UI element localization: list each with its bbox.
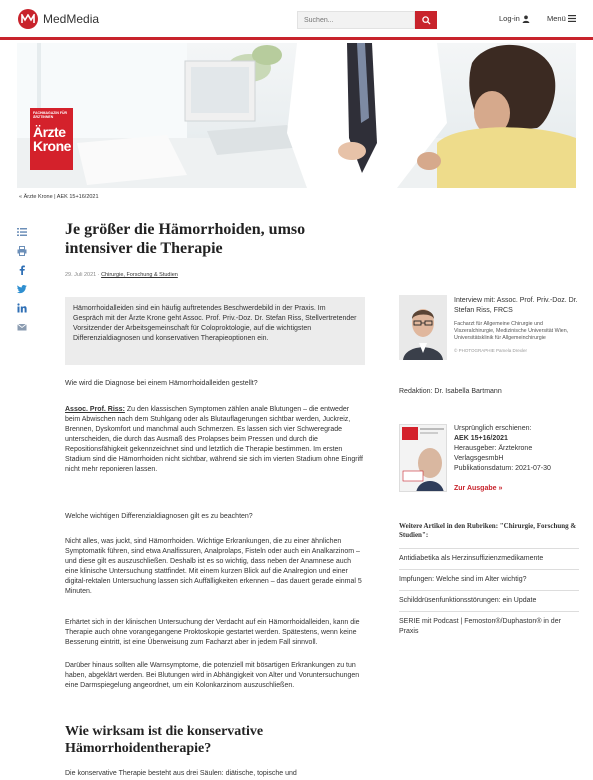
article-lead: Hämorrhoidalleiden sind ein häufig auftretendes Beschwerdebild in der Praxis. Im Gespräch mit der Ärzte Krone geht Assoc. Prof. Priv.-Doz. Dr. Stefan Riss, Stellvertretender Vorsitzender der Arbeitsgemeinschaft für Coloproktologie, auf die wichtigsten Differenzialdiagnosen und konservativen Therapieoptionen ein. bbox=[65, 297, 365, 365]
section-heading: Wie wirksam ist die konservative Hämorrhoidentherapie? bbox=[65, 724, 264, 756]
aerzte-krone-logo bbox=[30, 108, 73, 170]
answer-4: Darüber hinaus sollten alle Warnsymptome, die potenziell mit bösartigen Erkrankungen zu tun haben, abgeklärt werden. Bei Blutungen wird in Abhängigkeit von Alter und Voruntersuchungen eine Darmspiegelung angeordnet, um ein Kolonkarzinom auszuschließen. bbox=[65, 662, 360, 689]
answer-1 bbox=[65, 405, 365, 475]
publisher: Herausgeber: Ärztekrone VerlagsgesmbH bbox=[454, 445, 533, 462]
photo-copyright: © PHOTOGRAPHIE Pamela Drexler bbox=[454, 348, 527, 353]
author-credentials: Facharzt für Allgemeine Chirurgie und Viszeralchirurgie, Medizinische Universität Wien, Universitätsklinik für Allgemeinchirurgie bbox=[454, 321, 569, 341]
interviewee-label: Assoc. Prof. Riss: bbox=[65, 406, 125, 413]
badge-line-1: Ärzte bbox=[33, 124, 66, 140]
more-articles-list bbox=[399, 548, 579, 642]
origin-label: Ursprünglich erschienen: bbox=[454, 425, 532, 432]
site-logo[interactable] bbox=[18, 9, 99, 29]
badge-tagline: FACHMAGAZIN FÜR ÄRZTINNEN bbox=[33, 111, 68, 119]
search-button[interactable] bbox=[415, 11, 437, 29]
article-title: Je größer die Hämorrhoiden, umso intensiver die Therapie bbox=[65, 221, 306, 257]
share-bar bbox=[17, 227, 27, 341]
origin-issue: AEK 15+16/2021 bbox=[454, 435, 508, 442]
hero-image bbox=[17, 43, 576, 188]
interview-with: Interview mit: Assoc. Prof. Priv.-Doz. Dr. Stefan Riss, FRCS bbox=[454, 297, 578, 314]
issue-cover[interactable] bbox=[399, 424, 447, 492]
site-header bbox=[0, 0, 593, 40]
login-label: Log-in bbox=[499, 14, 520, 23]
article-meta bbox=[65, 272, 178, 278]
list-item[interactable]: Antidiabetika als Herzinsuffizienzmedikamente bbox=[399, 548, 579, 569]
mail-icon[interactable] bbox=[17, 322, 27, 332]
more-articles-heading: Weitere Artikel in den Rubriken: "Chirurgie, Forschung & Studien": bbox=[399, 522, 577, 539]
menu-label: Menü bbox=[547, 14, 566, 23]
logo-text: MedMedia bbox=[43, 12, 100, 26]
to-issue-link[interactable]: Zur Ausgabe » bbox=[454, 485, 503, 492]
publication-date: Publikationsdatum: 2021-07-30 bbox=[454, 465, 551, 472]
search-input[interactable] bbox=[297, 11, 415, 29]
answer-3: Erhärtet sich in der klinischen Untersuchung der Verdacht auf ein Hämorrhoidalleiden, kann die Therapie auch ohne vorangegangene Proktoskopie gestartet werden. Spätestens, wenn keine Besserung eintritt, ist eine Überweisung zum Facharzt aber in jedem Fall sinnvoll. bbox=[65, 619, 360, 646]
question-1: Wie wird die Diagnose bei einem Hämorrhoidalleiden gestellt? bbox=[65, 380, 258, 387]
print-icon[interactable] bbox=[17, 246, 27, 256]
answer-2: Nicht alles, was juckt, sind Hämorrhoiden. Wichtige Erkrankungen, die zu einer ähnlichen Symptomatik führen, sind etwa Analfissuren, Analprolaps, Fisteln oder auch ein Analkarzinom – und diese gilt es auszuschließen. Deshalb ist es so wichtig, dass neben der Anamnese auch eine klinische Untersuchung stattfindet. Mit einem kurzen Blick auf die Analregion und einer digital-rektalen Untersuchung lassen sich Auffälligkeiten erkennen – das dauert gerade einmal 5 Minuten. bbox=[65, 538, 362, 595]
search-icon bbox=[422, 16, 431, 25]
breadcrumb[interactable]: « Ärzte Krone | AEK 15+16/2021 bbox=[19, 194, 99, 200]
list-item[interactable]: SERIE mit Podcast | Femoston®/Duphaston® in der Praxis bbox=[399, 611, 579, 642]
facebook-icon[interactable] bbox=[17, 265, 27, 275]
list-item[interactable]: Impfungen: Welche sind im Alter wichtig? bbox=[399, 569, 579, 590]
medmedia-logo-icon bbox=[18, 9, 38, 29]
hero-illustration bbox=[17, 43, 576, 188]
linkedin-icon[interactable] bbox=[17, 303, 27, 313]
article-date: 29. Juli 2021 · bbox=[65, 272, 102, 278]
login-link[interactable] bbox=[499, 14, 530, 23]
hamburger-icon bbox=[568, 15, 576, 22]
editor-credit: Redaktion: Dr. Isabella Bartmann bbox=[399, 388, 502, 395]
paragraph-last: Die konservative Therapie besteht aus drei Säulen: diätische, topische und bbox=[65, 770, 297, 777]
list-item[interactable]: Schilddrüsenfunktionsstörungen: ein Update bbox=[399, 590, 579, 611]
badge-line-2: Krone bbox=[33, 138, 71, 154]
question-2: Welche wichtigen Differenzialdiagnosen gilt es zu beachten? bbox=[65, 513, 253, 520]
twitter-icon[interactable] bbox=[17, 284, 27, 294]
origin-info bbox=[454, 424, 579, 474]
list-icon[interactable] bbox=[17, 227, 27, 237]
author-photo bbox=[399, 295, 447, 360]
user-icon bbox=[522, 15, 530, 23]
answer-1-text: Zu den klassischen Symptomen zählen anale Blutungen – die entweder beim Abwischen nach dem Stuhlgang oder als Blutauflagerungen sichtbar werden, Juckreiz, Brennen, Dyskomfort und manchmal auch Schmerzen. Es lassen sich vier Schweregrade unterscheiden, die durch das Ausmaß des Prolapses beim Pressen und durch die Repositionsfähigkeit gekennzeichnet sind und letztlich die Therapie bestimmen. Im ersten Stadium sind die Hämorrhoiden nicht sichtbar, während sie sich im vierten Stadium ohne Eingriff nicht mehr reponieren lassen. bbox=[65, 406, 363, 473]
article-category-link[interactable]: Chirurgie, Forschung & Studien bbox=[101, 272, 178, 278]
menu-button[interactable] bbox=[547, 14, 576, 23]
